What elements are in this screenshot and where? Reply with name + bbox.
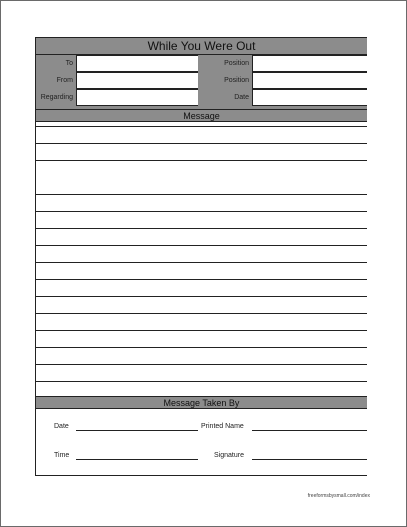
message-line [36,194,367,195]
message-line [36,279,367,280]
info-row-to [36,55,367,72]
taken-time-label: Time [54,452,70,459]
to-field[interactable] [76,55,198,72]
taken-by-section [36,410,367,476]
date-label: Date [198,89,252,106]
message-line [36,245,367,246]
position-label-1: Position [198,55,252,72]
date-field[interactable] [252,89,367,106]
printed-name-label: Printed Name [201,423,244,430]
message-line [36,330,367,331]
taken-date-line[interactable] [76,430,198,431]
form-bottom-border [36,475,367,476]
taken-time-line[interactable] [76,459,198,460]
footer-credit: freeformsbysmall.com/index [307,493,370,499]
regarding-label: Regarding [36,89,76,106]
from-field[interactable] [76,72,198,89]
message-line [36,364,367,365]
taken-by-heading: Message Taken By [36,396,367,409]
position-field-1[interactable] [252,55,367,72]
message-line [36,381,367,382]
info-row-regarding [36,89,367,106]
message-line [36,347,367,348]
info-row-from [36,72,367,89]
message-line [36,211,367,212]
contact-info-grid [36,55,367,143]
message-line [36,296,367,297]
position-label-2: Position [198,72,252,89]
position-field-2[interactable] [252,72,367,89]
while-you-were-out-form [35,37,366,476]
signature-label: Signature [214,452,244,459]
to-label: To [36,55,76,72]
form-title: While You Were Out [36,37,367,55]
from-label: From [36,72,76,89]
taken-date-label: Date [54,423,69,430]
message-line [36,143,367,144]
message-line [36,313,367,314]
message-heading: Message [36,109,367,122]
printed-name-line[interactable] [252,430,367,431]
message-line [36,262,367,263]
regarding-field[interactable] [76,89,198,106]
message-line [36,228,367,229]
signature-line[interactable] [252,459,367,460]
message-line [36,160,367,161]
message-line [36,126,367,127]
